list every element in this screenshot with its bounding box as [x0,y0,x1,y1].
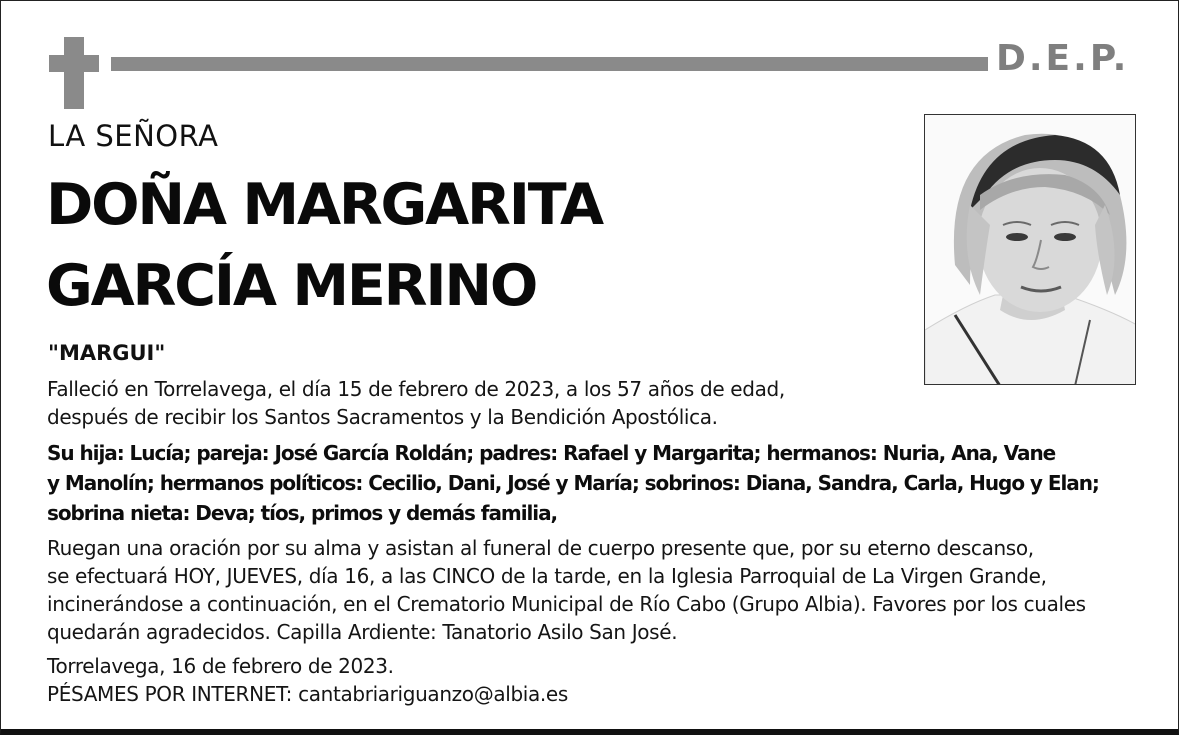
death-notice-line-2: después de recibir los Santos Sacramentos y la Bendición Apostólica. [47,405,718,429]
funeral-line-3: incinerándose a continuación, en el Crematorio Municipal de Río Cabo (Grupo Albia). Favores por los cuales [47,592,1086,616]
death-notice-line-1: Falleció en Torrelavega, el día 15 de febrero de 2023, a los 57 años de edad, [47,377,785,401]
dep-label: D.E.P. [996,38,1130,79]
portrait-photo [924,114,1136,385]
header-rule [111,57,988,71]
place-date: Torrelavega, 16 de febrero de 2023. [47,654,394,678]
funeral-line-2: se efectuará HOY, JUEVES, día 16, a las CINCO de la tarde, en la Iglesia Parroquial de La Virgen Grande, [47,564,1047,588]
family-line-3: sobrina nieta: Deva; tíos, primos y demás familia, [47,501,558,525]
family-line-2: y Manolín; hermanos políticos: Cecilio, Dani, José y María; sobrinos: Diana, Sandra, Carla, Hugo y Elan; [47,471,1099,495]
nickname: "MARGUI" [48,341,166,365]
condolences-email: PÉSAMES POR INTERNET: cantabriariguanzo@albia.es [47,682,568,706]
deceased-name-line-1: DOÑA MARGARITA [46,172,602,238]
deceased-name-line-2: GARCÍA MERINO [46,253,537,319]
honorific: LA SEÑORA [48,119,219,153]
family-line-1: Su hija: Lucía; pareja: José García Roldán; padres: Rafael y Margarita; hermanos: Nuria, Ana, Vane [47,441,1056,465]
funeral-line-4: quedarán agradecidos. Capilla Ardiente: Tanatorio Asilo San José. [47,620,678,644]
funeral-line-1: Ruegan una oración por su alma y asistan al funeral de cuerpo presente que, por su eterno descanso, [47,536,1034,560]
